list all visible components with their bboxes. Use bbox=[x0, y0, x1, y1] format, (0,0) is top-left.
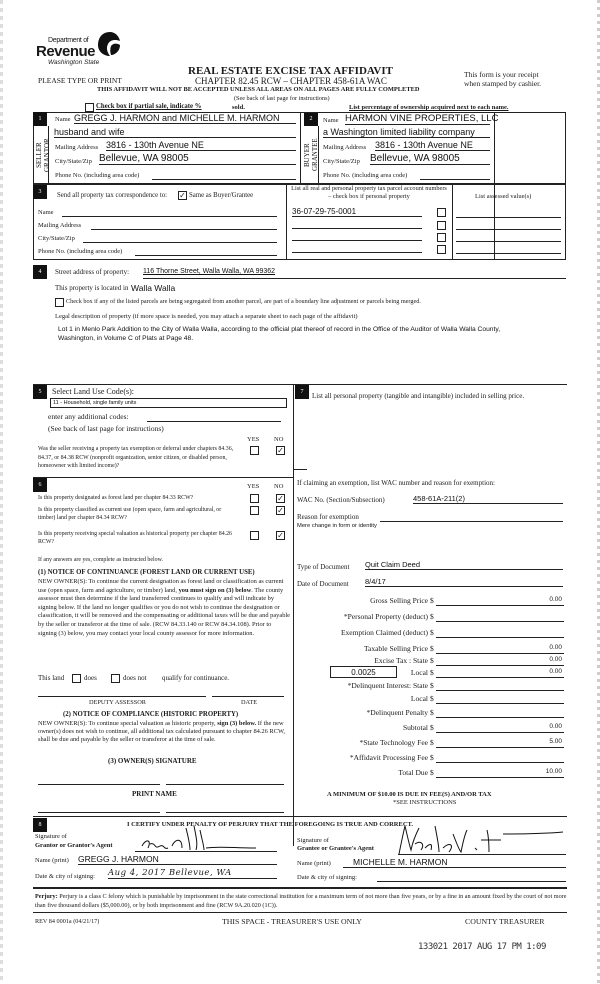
legal-description-label: Legal description of property (if more space is needed, you may attach a separate sheet to each page of the affidavit) bbox=[55, 313, 358, 320]
notice-compliance-text-b: If the new owner(s) does not wish to continue, all additional tax calculated pursuant to chapter 84.26 RCW, shall be due and payable by the seller or transferor at the time of sale. bbox=[38, 720, 285, 743]
cashier-stamp: 133021 2017 AUG 17 PM 1:09 bbox=[418, 942, 546, 952]
section-6-no-header: NO bbox=[274, 483, 284, 490]
section-1-2-right-extend bbox=[300, 112, 566, 184]
excise-state-field[interactable]: 0.00 bbox=[436, 656, 564, 666]
excise-local-field[interactable]: 0.00 bbox=[436, 668, 564, 678]
doc-type-field[interactable]: Quit Claim Deed bbox=[365, 560, 563, 570]
parcel-1-personal-checkbox[interactable] bbox=[437, 208, 446, 217]
certify-statement: I CERTIFY UNDER PENALTY OF PERJURY THAT THE FOREGOING IS TRUE AND CORRECT. bbox=[127, 821, 414, 828]
send-correspondence-label: Send all property tax correspondence to: bbox=[57, 192, 168, 199]
subtotal-row bbox=[300, 723, 565, 735]
state-technology-fee-field[interactable]: 5.00 bbox=[436, 738, 564, 748]
notice-compliance-text-a: NEW OWNER(S): To continue special valuation as historic property, bbox=[38, 720, 216, 727]
total-due-field[interactable]: 10.00 bbox=[436, 768, 564, 778]
tax-name-label: Name bbox=[38, 209, 54, 216]
perjury-notice bbox=[35, 892, 567, 910]
dollar-sign: $ bbox=[430, 644, 434, 653]
section-5-7-divider bbox=[293, 384, 294, 846]
does-not-qualify-checkbox[interactable] bbox=[111, 674, 120, 683]
personal-property-deduct-row bbox=[300, 612, 565, 624]
affidavit-processing-fee-row bbox=[300, 753, 565, 765]
seller-city-label: City/State/Zip bbox=[55, 158, 92, 165]
seller-city-field[interactable]: Bellevue, WA 98005 bbox=[99, 153, 296, 165]
grantee-sig-label-1: Signature of bbox=[297, 837, 329, 844]
exemption-question: Was the seller receiving a property tax exemption or deferral under chapters 84.36, 84.37, or 84.38 RCW (nonprofit organization, senior citizen, or disabled person, homeowner with limited income)? bbox=[38, 446, 234, 469]
forest-land-question: Is this property designated as forest land per chapter 84.33 RCW? bbox=[38, 495, 194, 501]
buyer-city-label: City/State/Zip bbox=[323, 158, 360, 165]
buyer-label: BUYER bbox=[303, 143, 311, 167]
deputy-assessor-line[interactable] bbox=[38, 696, 206, 697]
section-5-no-header: NO bbox=[274, 436, 284, 443]
affidavit-processing-fee-field[interactable] bbox=[436, 753, 564, 763]
wac-field[interactable]: 458-61A-211(2) bbox=[413, 494, 563, 504]
perjury-text: Perjury is a class C felony which is punishable by imprisonment in the state correctional institution for a maximum term of not more than five years, or by a fine in an amount fixed by the court of not more than five thousand dollars ($5,000.00), or by both imprisonment and fine (RCW 9A.20.020 (1C)). bbox=[35, 893, 567, 909]
partial-sale-text: Check box if partial sale, indicate % bbox=[96, 103, 202, 110]
total-due-label: Total Due bbox=[398, 768, 428, 777]
buyer-city-field[interactable]: Bellevue, WA 98005 bbox=[370, 153, 490, 165]
affidavit-processing-fee-label: *Affidavit Processing Fee bbox=[349, 753, 428, 762]
minimum-due-note: A MINIMUM OF $10.00 IS DUE IN FEE(S) AND/OR TAX bbox=[327, 791, 492, 798]
does-label: does bbox=[84, 674, 97, 682]
exemption-claim-label: If claiming an exemption, list WAC number and reason for exemption: bbox=[297, 479, 495, 487]
parcel-number-4[interactable] bbox=[292, 243, 422, 253]
section-1-number: 1 bbox=[33, 112, 47, 126]
perjury-bottom-rule bbox=[33, 912, 567, 913]
land-use-see-back: (See back of last page for instructions) bbox=[48, 424, 164, 433]
seller-mailing-field[interactable]: 3816 - 130th Avenue NE bbox=[106, 140, 296, 151]
does-not-label: does not bbox=[123, 674, 147, 682]
owner-signature-line-1[interactable] bbox=[38, 784, 160, 785]
seller-mailing-label: Mailing Address bbox=[55, 144, 99, 151]
owner-signature-label: (3) OWNER(S) SIGNATURE bbox=[108, 757, 197, 765]
excise-local-label: Local bbox=[410, 668, 428, 677]
exemption-no-checkbox[interactable]: ✓ bbox=[277, 446, 284, 455]
grantor-label: GRANTOR bbox=[43, 138, 51, 172]
subtotal-label: Subtotal bbox=[402, 723, 428, 732]
seller-name-field[interactable]: GREGG J. HARMON and MICHELLE M. HARMON bbox=[74, 113, 296, 124]
grantee-date-field[interactable] bbox=[377, 872, 566, 882]
notice-continuance-text bbox=[38, 578, 290, 638]
dor-logo bbox=[36, 30, 126, 66]
grantee-sig-label-2: Grantee or Grantee's Agent bbox=[297, 845, 374, 852]
excise-state-label: Excise Tax : State bbox=[374, 656, 428, 665]
seller-label: SELLER bbox=[35, 142, 43, 168]
forest-land-yes-checkbox[interactable] bbox=[250, 494, 259, 503]
dollar-sign: $ bbox=[430, 681, 434, 690]
receipt-note-1: This form is your receipt bbox=[464, 70, 539, 79]
scan-edge-left bbox=[0, 0, 3, 984]
current-use-yes-checkbox[interactable] bbox=[250, 506, 259, 515]
exemption-yes-checkbox[interactable] bbox=[250, 446, 259, 455]
additional-codes-label: enter any additional codes: bbox=[48, 412, 129, 421]
grantee-signature bbox=[395, 820, 565, 856]
buyer-name-label: Name bbox=[323, 117, 339, 124]
dollar-sign: $ bbox=[430, 753, 434, 762]
taxable-selling-price-row bbox=[300, 644, 565, 656]
section-8-number: 8 bbox=[33, 818, 47, 832]
seller-name-field-line2[interactable]: husband and wife bbox=[54, 127, 296, 138]
section-7-mid-rule bbox=[293, 469, 307, 470]
section-1-side-divider bbox=[48, 126, 49, 184]
land-use-label: Select Land Use Code(s): bbox=[52, 387, 134, 396]
perjury-bold: Perjury: bbox=[35, 893, 58, 900]
this-land-label: This land bbox=[38, 674, 65, 682]
buyer-name-field-line2[interactable]: a Washington limited liability company bbox=[323, 127, 490, 138]
receipt-note-2: when stamped by cashier. bbox=[464, 79, 542, 88]
qualify-label: qualify for continuance. bbox=[162, 674, 230, 682]
notice-continuance-text-a: NEW OWNER(S): To continue the current designation as forest land or classification as current use (open space, farm and agriculture, or timber) land, bbox=[38, 578, 284, 594]
grantor-date-label: Date & city of signing: bbox=[35, 873, 95, 880]
excise-local-row bbox=[300, 668, 565, 680]
owner-signature-line-2[interactable] bbox=[166, 784, 284, 785]
logo-agency-line1: Department of bbox=[48, 37, 89, 44]
delinquent-interest-state-label: *Delinquent Interest: State bbox=[347, 681, 428, 690]
print-name-label: PRINT NAME bbox=[132, 790, 177, 798]
same-as-buyer-checkbox[interactable]: ✓ bbox=[179, 191, 186, 200]
notice-continuance-title: (1) NOTICE OF CONTINUANCE (FOREST LAND OR CURRENT USE) bbox=[38, 569, 255, 576]
delinquent-interest-state-field[interactable] bbox=[436, 681, 564, 691]
street-address-field[interactable]: 116 Thorne Street, Walla Walla, WA 99362 bbox=[143, 268, 276, 275]
exemption-claimed-label: Exemption Claimed (deduct) bbox=[340, 628, 428, 637]
parcel-number-1[interactable]: 36-07-29-75-0001 bbox=[292, 207, 422, 217]
section-7-number: 7 bbox=[295, 385, 309, 399]
reason-line bbox=[380, 521, 563, 522]
personal-property-label: List all personal property (tangible and intangible) included in selling price. bbox=[312, 392, 525, 400]
dollar-sign: $ bbox=[430, 708, 434, 717]
doc-date-field[interactable]: 8/4/17 bbox=[365, 577, 563, 587]
notice-compliance-bold: sign (3) below. bbox=[217, 720, 257, 727]
tax-city-label: City/State/Zip bbox=[38, 235, 75, 242]
grantee-label: GRANTEE bbox=[311, 138, 319, 172]
exemption-claimed-row bbox=[300, 628, 565, 640]
grantee-name-field[interactable]: MICHELLE M. HARMON bbox=[343, 857, 566, 868]
seller-grantor-label bbox=[35, 130, 49, 180]
form-subtitle: CHAPTER 82.45 RCW – CHAPTER 458-61A WAC bbox=[195, 76, 387, 86]
historical-question: Is this property receiving special valuation as historical property per chapter 84.26 RCW? bbox=[38, 531, 232, 545]
seller-phone-label: Phone No. (including area code) bbox=[55, 172, 140, 179]
see-back-note: (See back of last page for instructions) bbox=[234, 95, 330, 102]
doc-date-label: Date of Document bbox=[297, 580, 349, 588]
wac-label: WAC No. (Section/Subsection) bbox=[297, 496, 385, 504]
grantor-name-label: Name (print) bbox=[35, 857, 69, 864]
section-3-divider-a bbox=[286, 184, 287, 260]
ownership-note: List percentage of ownership acquired next to each name. bbox=[349, 104, 509, 111]
parcel-number-3[interactable] bbox=[292, 231, 422, 241]
seller-phone-field[interactable] bbox=[152, 171, 296, 180]
assessor-date-line[interactable] bbox=[212, 696, 284, 697]
section-6-top-rule bbox=[33, 477, 293, 478]
notice-compliance-title: (2) NOTICE OF COMPLIANCE (HISTORIC PROPERTY) bbox=[63, 711, 239, 718]
delinquent-interest-local-field[interactable] bbox=[436, 694, 564, 704]
please-type-label: PLEASE TYPE OR PRINT bbox=[38, 76, 122, 85]
assessor-date-label: DATE bbox=[241, 699, 258, 706]
partial-sale-suffix: sold. bbox=[232, 104, 245, 111]
dor-swirl-icon bbox=[96, 30, 124, 58]
current-use-no-checkbox[interactable]: ✓ bbox=[277, 506, 284, 515]
grantor-name-field[interactable]: GREGG J. HARMON bbox=[78, 854, 277, 865]
grantor-signature bbox=[138, 822, 258, 854]
tax-name-line[interactable] bbox=[62, 216, 277, 217]
logo-agency-line3: Washington State bbox=[48, 59, 100, 66]
parcel-header: List all real and personal property tax parcel account numbers – check box if personal property bbox=[291, 185, 447, 200]
parcel-number-2[interactable] bbox=[292, 219, 422, 229]
tax-phone-label: Phone No. (including area code) bbox=[38, 248, 123, 255]
grantor-sig-label-2: Grantor or Grantor's Agent bbox=[35, 842, 113, 849]
county-treasurer-label: COUNTY TREASURER bbox=[465, 917, 545, 926]
additional-codes-line[interactable] bbox=[147, 421, 281, 422]
section-6-number: 6 bbox=[33, 478, 47, 492]
delinquent-interest-local-label: Local bbox=[410, 694, 428, 703]
delinquent-penalty-field[interactable] bbox=[436, 708, 564, 718]
notice-compliance-text bbox=[38, 720, 290, 744]
section-3-right-box bbox=[452, 184, 566, 260]
buyer-name-field[interactable]: HARMON VINE PROPERTIES, LLC bbox=[345, 113, 499, 124]
section-8-bottom-rule bbox=[33, 887, 567, 889]
tax-mailing-line[interactable] bbox=[91, 229, 277, 230]
section-4-top-rule bbox=[143, 278, 566, 279]
state-technology-fee-row bbox=[300, 738, 565, 750]
reason-field[interactable]: Mere change in form or identity bbox=[297, 523, 377, 529]
gross-selling-price-row bbox=[300, 596, 565, 608]
logo-agency-line2: Revenue bbox=[36, 43, 96, 60]
personal-property-deduct-field[interactable] bbox=[436, 612, 564, 622]
dollar-sign: $ bbox=[430, 738, 434, 747]
dollar-sign: $ bbox=[430, 768, 434, 777]
street-address-label: Street address of property: bbox=[55, 268, 130, 276]
delinquent-interest-local-row bbox=[300, 694, 565, 706]
dollar-sign: $ bbox=[430, 668, 434, 677]
dollar-sign: $ bbox=[430, 596, 434, 605]
gross-selling-price-field[interactable]: 0.00 bbox=[436, 596, 564, 606]
notice-continuance-text-b: . The county assessor must then determine if the land transferred continues to qualify and will indicate by signing below. If the land no longer qualifies or you do not wish to continue the designation or classification, it will be removed and the compensating or additional taxes will be due and payable by the seller or transferor at the time of sale. (RCW 84.33.140 or RCW 84.34.108). Prior to signing (3) below, you may contact your local county assessor for more information. bbox=[38, 586, 290, 637]
form-warning: THIS AFFIDAVIT WILL NOT BE ACCEPTED UNLESS ALL AREAS ON ALL PAGES ARE FULLY COMPLETED bbox=[97, 86, 420, 93]
section-8-top-rule bbox=[33, 816, 567, 817]
grantee-date-label: Date & city of signing: bbox=[297, 874, 357, 881]
located-in-label: This property is located in bbox=[55, 284, 129, 292]
dollar-sign: $ bbox=[430, 628, 434, 637]
delinquent-penalty-label: *Delinquent Penalty bbox=[366, 708, 428, 717]
tax-city-line[interactable] bbox=[83, 242, 277, 243]
taxable-selling-price-field[interactable]: 0.00 bbox=[436, 644, 564, 654]
see-instructions-note: *SEE INSTRUCTIONS bbox=[393, 799, 457, 806]
treasurer-use-label: THIS SPACE - TREASURER'S USE ONLY bbox=[222, 917, 362, 926]
buyer-phone-label: Phone No. (including area code) bbox=[323, 172, 408, 179]
assessed-header: List assessed value(s) bbox=[475, 193, 532, 200]
notice-continuance-bold: you must sign on (3) below bbox=[178, 586, 252, 594]
land-use-select[interactable]: 11 - Household, single family units bbox=[50, 398, 287, 408]
deputy-assessor-label: DEPUTY ASSESSOR bbox=[89, 699, 146, 706]
form-number: REV 84 0001a (04/21/17) bbox=[35, 918, 100, 925]
section-3-number: 3 bbox=[33, 185, 47, 199]
section-5-yes-header: YES bbox=[247, 436, 260, 443]
print-name-line-1[interactable] bbox=[38, 812, 160, 813]
dollar-sign: $ bbox=[430, 723, 434, 732]
subtotal-field[interactable]: 0.00 bbox=[436, 723, 564, 733]
taxable-selling-price-label: Taxable Selling Price bbox=[363, 644, 428, 653]
section-4-number: 4 bbox=[33, 265, 47, 279]
section-5-number: 5 bbox=[33, 385, 47, 399]
exemption-claimed-field[interactable] bbox=[436, 628, 564, 638]
total-due-row bbox=[300, 768, 565, 780]
gross-selling-price-label: Gross Selling Price bbox=[370, 596, 428, 605]
dollar-sign: $ bbox=[430, 612, 434, 621]
grantor-sig-label-1: Signature of bbox=[35, 833, 67, 840]
parcel-2-personal-checkbox[interactable] bbox=[437, 221, 446, 230]
historical-no-checkbox[interactable]: ✓ bbox=[277, 531, 284, 540]
print-name-line-2[interactable] bbox=[166, 812, 284, 813]
same-as-buyer-label: Same as Buyer/Grantee bbox=[189, 192, 254, 199]
section-2-number: 2 bbox=[304, 112, 318, 126]
section-6-yes-header: YES bbox=[247, 483, 260, 490]
segregated-label: Check box if any of the listed parcels are being segregated from another parcel, are part of a boundary line adjustment or parcels being merged. bbox=[66, 298, 421, 305]
buyer-mailing-label: Mailing Address bbox=[323, 144, 367, 151]
form-title: REAL ESTATE EXCISE TAX AFFIDAVIT bbox=[188, 65, 393, 77]
current-use-question: Is this property classified as current use (open space, farm and agricultural, or timber) land per chapter 84.34 RCW? bbox=[38, 507, 222, 521]
grantee-name-label: Name (print) bbox=[297, 860, 331, 867]
partial-sale-label bbox=[96, 103, 202, 110]
does-qualify-checkbox[interactable] bbox=[72, 674, 81, 683]
reason-label: Reason for exemption bbox=[297, 513, 359, 521]
tax-phone-line[interactable] bbox=[135, 255, 277, 256]
segregated-checkbox[interactable] bbox=[55, 298, 64, 307]
tax-mailing-label: Mailing Address bbox=[38, 222, 82, 229]
grantor-date-field[interactable]: Aug 4, 2017 Bellevue, WA bbox=[108, 868, 277, 879]
historical-yes-checkbox[interactable] bbox=[250, 531, 259, 540]
state-technology-fee-label: *State Technology Fee bbox=[359, 738, 428, 747]
delinquent-interest-state-row bbox=[300, 681, 565, 693]
dollar-sign: $ bbox=[430, 694, 434, 703]
partial-sale-checkbox[interactable] bbox=[85, 103, 94, 112]
parcel-4-personal-checkbox[interactable] bbox=[437, 245, 446, 254]
forest-land-no-checkbox[interactable]: ✓ bbox=[277, 494, 284, 503]
dollar-sign: $ bbox=[430, 656, 434, 665]
located-in-value[interactable]: Walla Walla bbox=[131, 283, 176, 293]
personal-property-deduct-label: *Personal Property (deduct) bbox=[343, 612, 428, 621]
legal-description-value[interactable]: Lot 1 in Menlo Park Addition to the City of Walla Walla, according to the official plat thereof of record in the Office of the Auditor of Walla Walla County, Washington, in Volume C of Plats at Page 48. bbox=[58, 326, 501, 342]
delinquent-penalty-row bbox=[300, 708, 565, 720]
doc-type-label: Type of Document bbox=[297, 563, 350, 571]
local-rate-box[interactable]: 0.0025 bbox=[330, 666, 397, 678]
parcel-3-personal-checkbox[interactable] bbox=[437, 233, 446, 242]
buyer-mailing-field[interactable]: 3816 - 130th Avenue NE bbox=[375, 140, 490, 151]
if-yes-note: If any answers are yes, complete as instructed below. bbox=[38, 557, 163, 563]
seller-name-label: Name bbox=[55, 116, 71, 123]
